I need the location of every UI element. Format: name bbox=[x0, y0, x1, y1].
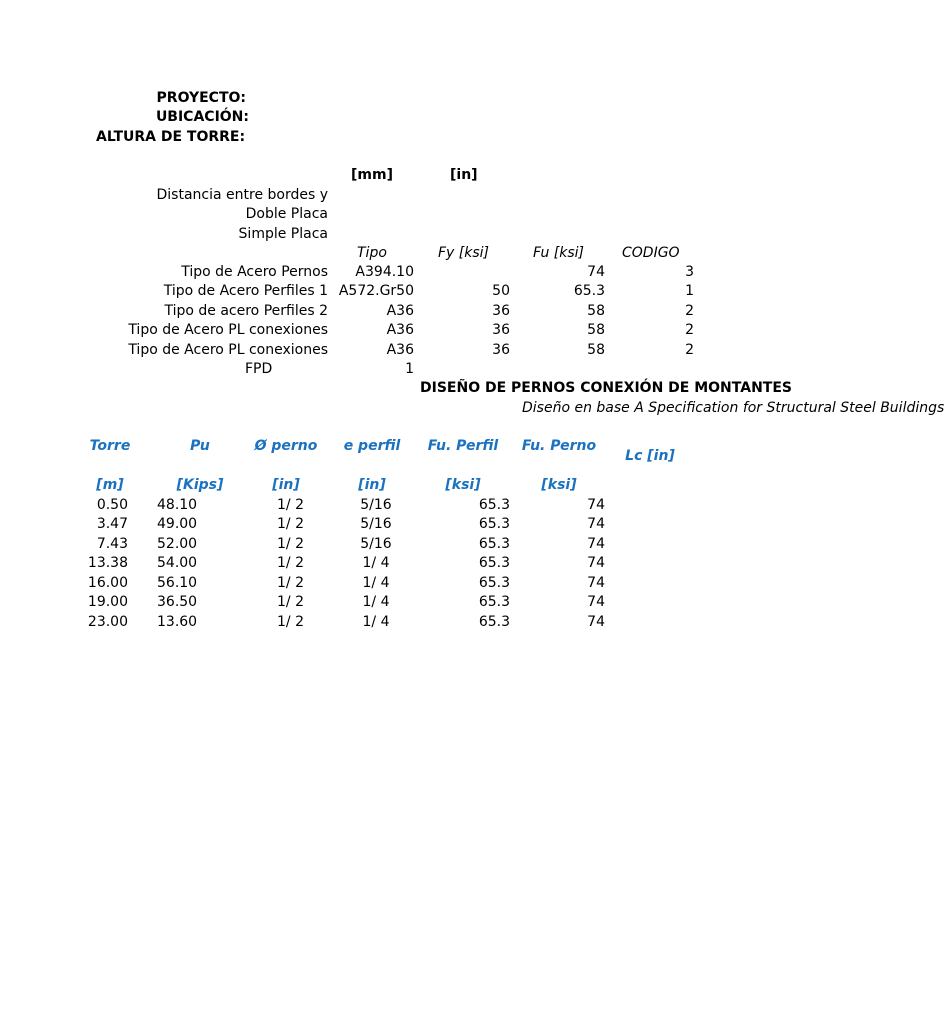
material-codigo: 2 bbox=[685, 322, 694, 338]
material-fu: 58 bbox=[587, 322, 605, 338]
material-label: Tipo de Acero PL conexiones bbox=[128, 342, 328, 358]
cell-perno: 1/ 2 bbox=[277, 575, 304, 591]
material-fy: 36 bbox=[492, 303, 510, 319]
cell-pu: 13.60 bbox=[157, 614, 198, 630]
cell-fu-perfil: 65.3 bbox=[478, 516, 510, 532]
cell-fu-perfil: 65.3 bbox=[478, 536, 510, 552]
col-unit-fu-perno: [ksi] bbox=[541, 477, 577, 493]
col-header-perno: Ø perno bbox=[254, 438, 318, 454]
cell-pu: 48.10 bbox=[157, 497, 198, 513]
cell-perno: 1/ 2 bbox=[277, 555, 304, 571]
cell-e-perfil: 5/16 bbox=[360, 516, 392, 532]
cell-fu-perfil: 65.3 bbox=[478, 575, 510, 591]
cell-e-perfil: 1/ 4 bbox=[362, 594, 390, 610]
material-fy: 36 bbox=[492, 322, 510, 338]
col-unit-e-perfil: [in] bbox=[358, 477, 386, 493]
cell-fu-perno: 74 bbox=[587, 614, 605, 630]
material-codigo: 1 bbox=[685, 283, 694, 299]
material-label: Tipo de Acero PL conexiones bbox=[128, 322, 328, 338]
edge-row-label: Doble Placa bbox=[245, 206, 328, 222]
col-header-pu: Pu bbox=[190, 438, 210, 454]
cell-fu-perno: 74 bbox=[587, 575, 605, 591]
edge-row-label: Distancia entre bordes y bbox=[156, 187, 328, 203]
material-tipo: A36 bbox=[386, 322, 414, 338]
cell-pu: 36.50 bbox=[157, 594, 198, 610]
material-codigo: 2 bbox=[685, 303, 694, 319]
material-fy: 50 bbox=[492, 283, 510, 299]
cell-pu: 52.00 bbox=[157, 536, 198, 552]
material-codigo: 2 bbox=[685, 342, 694, 358]
cell-fu-perfil: 65.3 bbox=[478, 497, 510, 513]
col-header-e-perfil: e perfil bbox=[343, 438, 401, 454]
cell-fu-perno: 74 bbox=[587, 594, 605, 610]
material-tipo: A572.Gr50 bbox=[338, 283, 414, 299]
material-header-codigo: CODIGO bbox=[622, 245, 680, 261]
cell-pu: 49.00 bbox=[157, 516, 198, 532]
cell-pu: 56.10 bbox=[157, 575, 198, 591]
cell-fu-perno: 74 bbox=[587, 497, 605, 513]
material-header-fy: Fy [ksi] bbox=[438, 245, 490, 261]
material-fu: 58 bbox=[587, 342, 605, 358]
cell-fu-perno: 74 bbox=[587, 516, 605, 532]
ubicacion-label: UBICACIÓN: bbox=[155, 109, 249, 125]
cell-torre: 0.50 bbox=[96, 497, 128, 513]
col-header-fu-perno: Fu. Perno bbox=[521, 438, 597, 454]
cell-e-perfil: 5/16 bbox=[360, 497, 392, 513]
cell-perno: 1/ 2 bbox=[277, 614, 304, 630]
material-header-fu: Fu [ksi] bbox=[533, 245, 585, 261]
cell-torre: 23.00 bbox=[87, 614, 128, 630]
cell-fu-perfil: 65.3 bbox=[478, 555, 510, 571]
cell-e-perfil: 1/ 4 bbox=[362, 555, 390, 571]
col-header-torre: Torre bbox=[89, 438, 131, 454]
cell-pu: 54.00 bbox=[157, 555, 198, 571]
cell-torre: 16.00 bbox=[87, 575, 128, 591]
cell-e-perfil: 1/ 4 bbox=[362, 575, 390, 591]
cell-torre: 13.38 bbox=[87, 555, 128, 571]
cell-perno: 1/ 2 bbox=[277, 497, 304, 513]
cell-torre: 19.00 bbox=[87, 594, 128, 610]
proyecto-label: PROYECTO: bbox=[156, 90, 246, 106]
cell-torre: 3.47 bbox=[96, 516, 128, 532]
edge-row-label: Simple Placa bbox=[238, 226, 328, 242]
cell-perno: 1/ 2 bbox=[277, 536, 304, 552]
fpd-label: FPD bbox=[245, 361, 273, 377]
section-title: DISEÑO DE PERNOS CONEXIÓN DE MONTANTES bbox=[420, 380, 792, 396]
cell-perno: 1/ 2 bbox=[277, 516, 304, 532]
material-tipo: A36 bbox=[386, 342, 414, 358]
fpd-value: 1 bbox=[405, 361, 414, 377]
material-codigo: 3 bbox=[685, 264, 694, 280]
unit-mm: [mm] bbox=[351, 167, 393, 183]
col-unit-perno: [in] bbox=[272, 477, 300, 493]
cell-fu-perno: 74 bbox=[587, 536, 605, 552]
cell-fu-perno: 74 bbox=[587, 555, 605, 571]
material-tipo: A36 bbox=[386, 303, 414, 319]
altura-label: ALTURA DE TORRE: bbox=[96, 129, 246, 145]
cell-perno: 1/ 2 bbox=[277, 594, 304, 610]
col-unit-fu-perfil: [ksi] bbox=[445, 477, 481, 493]
unit-in: [in] bbox=[450, 167, 478, 183]
col-unit-torre: [m] bbox=[96, 477, 124, 493]
material-fu: 74 bbox=[587, 264, 605, 280]
material-label: Tipo de Acero Perfiles 1 bbox=[163, 283, 328, 299]
col-header-fu-perfil: Fu. Perfil bbox=[427, 438, 499, 454]
material-header-tipo: Tipo bbox=[357, 245, 387, 261]
material-label: Tipo de acero Perfiles 2 bbox=[164, 303, 328, 319]
cell-e-perfil: 1/ 4 bbox=[362, 614, 390, 630]
cell-torre: 7.43 bbox=[96, 536, 128, 552]
cell-e-perfil: 5/16 bbox=[360, 536, 392, 552]
col-header-lc: Lc [in] bbox=[625, 448, 675, 464]
material-tipo: A394.10 bbox=[355, 264, 414, 280]
cell-fu-perfil: 65.3 bbox=[478, 594, 510, 610]
material-label: Tipo de Acero Pernos bbox=[181, 264, 328, 280]
material-fu: 65.3 bbox=[573, 283, 605, 299]
material-fy: 36 bbox=[492, 342, 510, 358]
cell-fu-perfil: 65.3 bbox=[478, 614, 510, 630]
material-fu: 58 bbox=[587, 303, 605, 319]
col-unit-pu: [Kips] bbox=[176, 477, 224, 493]
section-subtitle: Diseño en base A Specification for Structural Steel Buildings bbox=[522, 400, 944, 416]
